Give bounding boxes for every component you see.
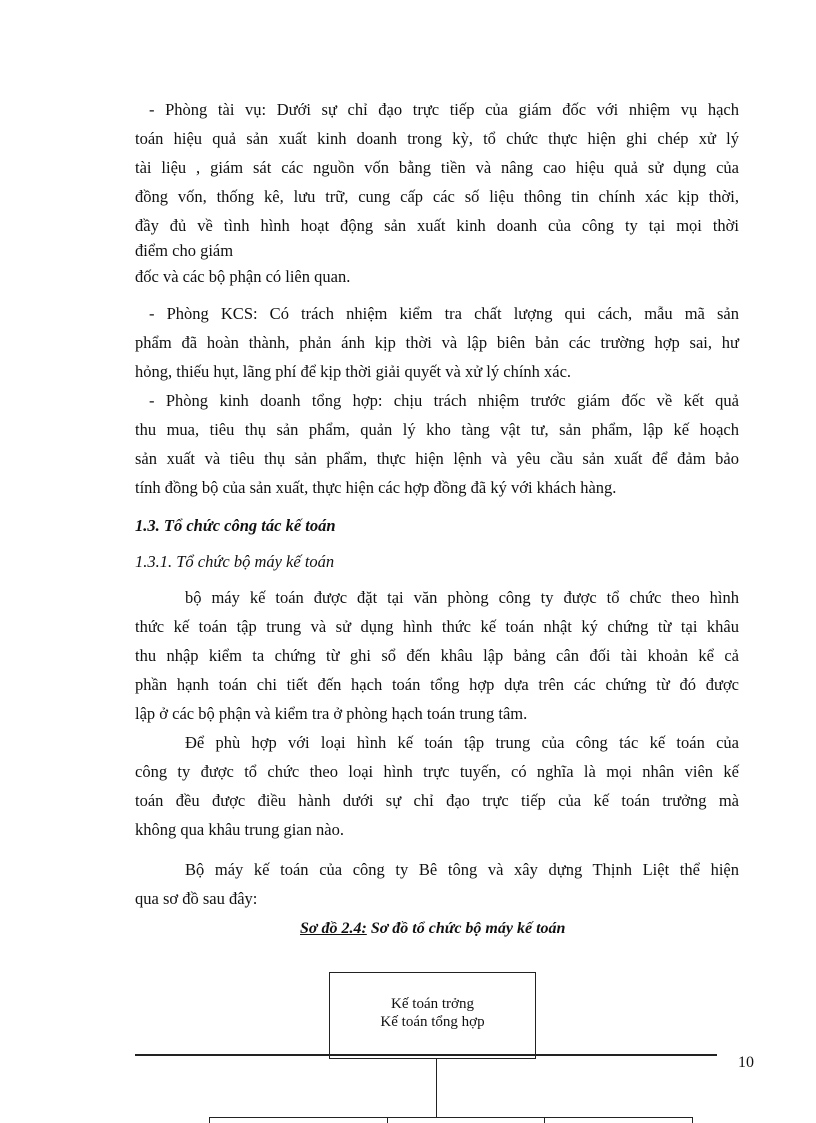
text-line: bộ máy kế toán được đặt tại văn phòng công ty được tổ chức theo hình xyxy=(185,588,739,607)
text-line: đốc và các bộ phận có liên quan. xyxy=(135,267,351,286)
diagram-connector-tick xyxy=(692,1117,693,1123)
subsection-heading: 1.3.1. Tổ chức bộ máy kế toán xyxy=(135,552,335,571)
text-line: tài liệu , giám sát các nguồn vốn bằng tiền và nâng cao hiệu quả sử dụng của xyxy=(135,158,739,177)
text-line: không qua khâu trung gian nào. xyxy=(135,820,344,839)
diagram-connector-vertical xyxy=(436,1059,437,1118)
text-line: - Phòng kinh doanh tổng hợp: chịu trách nhiệm trước giám đốc về kết quả xyxy=(149,391,739,410)
text-line: thu nhập kiểm ta chứng từ ghi sổ đến khâu lập bảng cân đối tài khoản kể cả xyxy=(135,646,739,665)
paragraph-phong-kinh-doanh xyxy=(135,386,739,502)
general-accountant-label: Kế toán tổng hợp xyxy=(380,1014,485,1030)
text-line: công ty được tổ chức theo loại hình trực tuyến, có nghĩa là mọi nhân viên kế xyxy=(135,762,739,781)
section-heading: 1.3. Tổ chức công tác kế toán xyxy=(135,516,336,535)
text-line: sản xuất và tiêu thụ sản phẩm, thực hiện lệnh và yêu cầu sản xuất để đảm bảo xyxy=(135,449,739,468)
diagram-connector-tick xyxy=(209,1117,210,1123)
text-line: Để phù hợp với loại hình kế toán tập trung của công tác kế toán của xyxy=(185,733,739,752)
text-line: - Phòng tài vụ: Dưới sự chỉ đạo trực tiếp của giám đốc với nhiệm vụ hạch xyxy=(149,100,739,119)
text-line: toán hiệu quả sản xuất kinh doanh trong kỳ, tổ chức thực hiện ghi chép xử lý xyxy=(135,129,739,148)
diagram-caption-text: Sơ đồ tổ chức bộ máy kế toán xyxy=(366,920,566,937)
diagram-caption-label: Sơ đồ 2.4: xyxy=(300,920,367,937)
text-line: toán đều được điều hành dưới sự chỉ đạo trực tiếp của kế toán trưởng mà xyxy=(135,791,739,810)
text-line: hỏng, thiếu hụt, lãng phí để kịp thời giải quyết và xử lý chính xác. xyxy=(135,362,572,381)
paragraph-so-do-intro xyxy=(135,855,739,913)
paragraph-phong-tai-vu xyxy=(135,95,739,291)
chief-accountant-label: Kế toán trởng xyxy=(391,996,474,1012)
text-line: đầy đủ về tình hình hoạt động sản xuất kinh doanh của công ty tại mọi thời xyxy=(135,216,739,235)
text-line: thức kế toán tập trung và sử dụng hình thức kế toán nhật ký chứng từ tại khâu xyxy=(135,617,739,636)
paragraph-phu-hop xyxy=(135,728,739,844)
text-line: phần hạnh toán chi tiết đến hạch toán tổng hợp dựa trên các chứng từ đó được xyxy=(135,675,739,694)
diagram-connector-tick xyxy=(387,1117,388,1123)
text-line: qua sơ đồ sau đây: xyxy=(135,889,258,908)
text-line: phẩm đã hoàn thành, phản ánh kịp thời và lập biên bản các trường hợp sai, hư xyxy=(135,333,739,352)
text-line: Bộ máy kế toán của công ty Bê tông và xây dựng Thịnh Liệt thể hiện xyxy=(185,860,739,879)
paragraph-bo-may-ke-toan xyxy=(135,583,739,728)
text-line: đồng vốn, thống kê, lưu trữ, cung cấp các số liệu thông tin chính xác kịp thời, xyxy=(135,187,739,206)
page-number: 10 xyxy=(738,1054,754,1071)
text-line: điểm cho giám xyxy=(135,241,234,260)
diagram-caption xyxy=(300,920,565,938)
diagram-connector-tick xyxy=(544,1117,545,1123)
diagram-connector-horizontal xyxy=(209,1117,693,1118)
text-line: tính đồng bộ của sản xuất, thực hiện các hợp đồng đã ký với khách hàng. xyxy=(135,478,617,497)
paragraph-phong-kcs xyxy=(135,299,739,386)
text-line: lập ở các bộ phận và kiểm tra ở phòng hạch toán trung tâm. xyxy=(135,704,528,723)
text-line: thu mua, tiêu thụ sản phẩm, quản lý kho tàng vật tư, sản phẩm, lập kế hoạch xyxy=(135,420,739,439)
footer-rule xyxy=(135,1054,717,1056)
text-line: - Phòng KCS: Có trách nhiệm kiểm tra chất lượng qui cách, mẫu mã sản xyxy=(149,304,739,323)
chief-accountant-box xyxy=(329,972,536,1059)
